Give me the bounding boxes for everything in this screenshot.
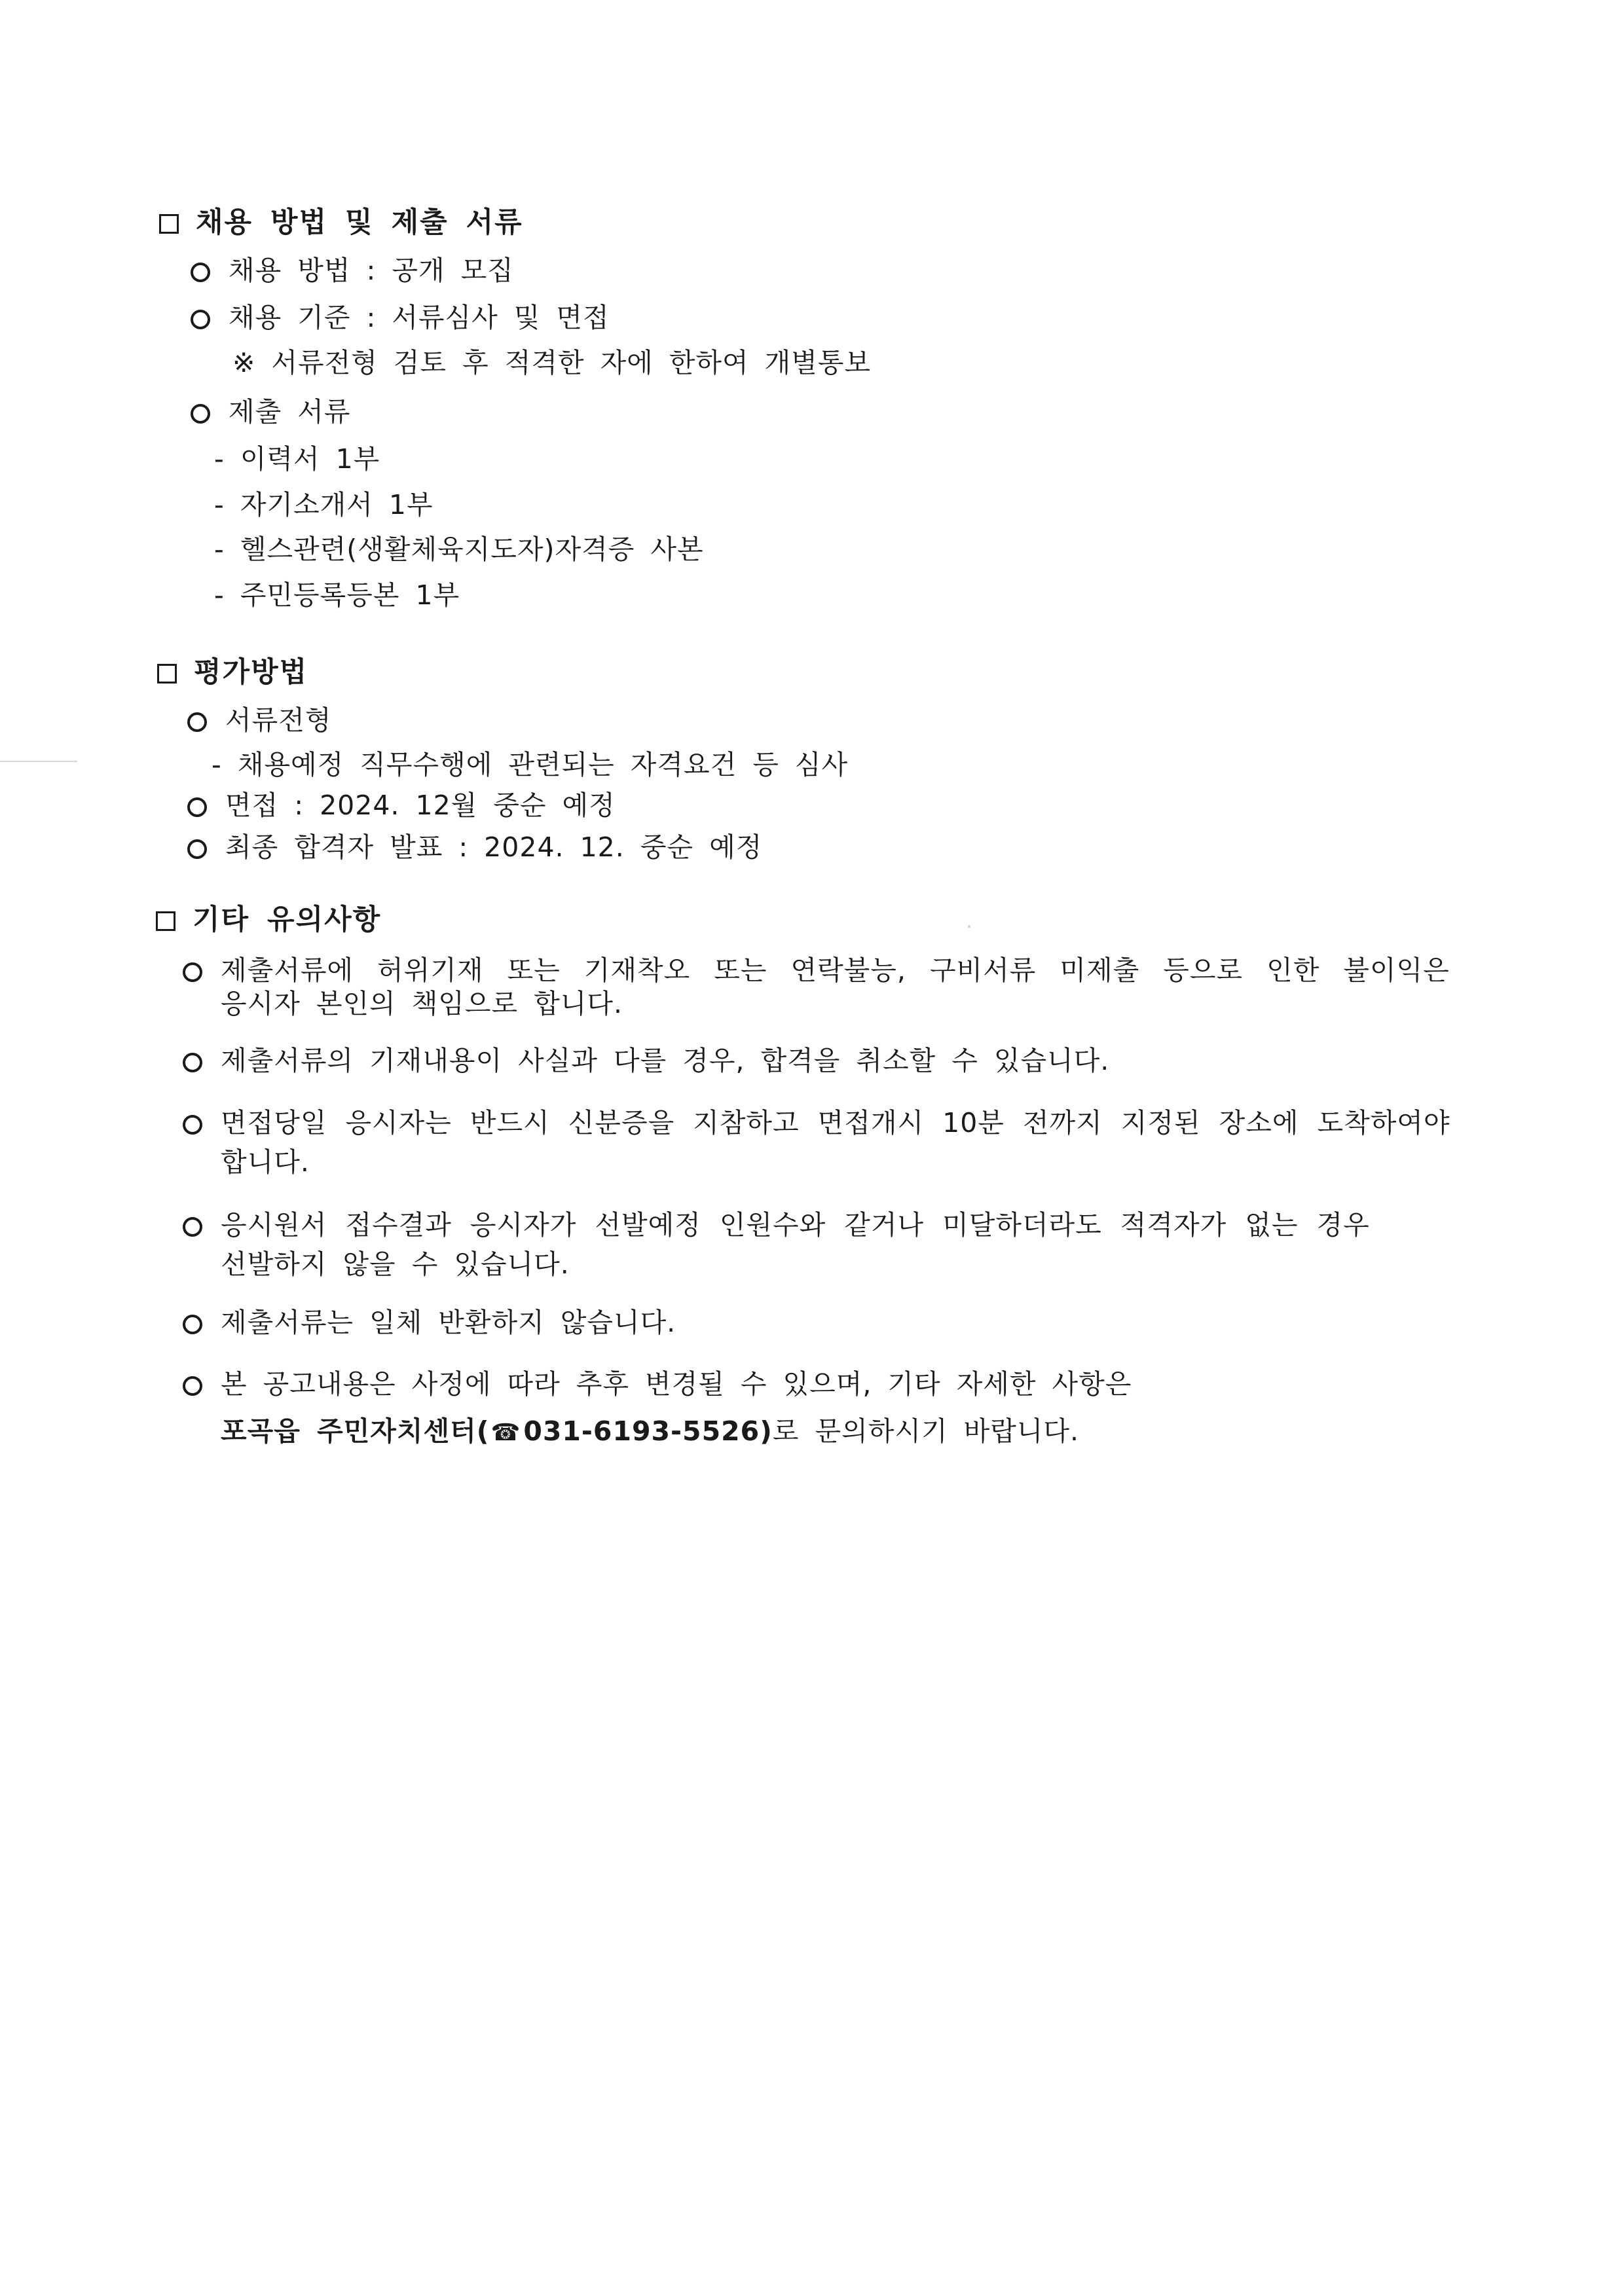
eval-document-screening-text: 서류전형 bbox=[225, 704, 332, 736]
bullet-circle-icon bbox=[187, 839, 207, 859]
recruit-method-item bbox=[191, 257, 514, 284]
screening-note: ※ 서류전형 검토 후 적격한 자에 한하여 개별통보 bbox=[232, 347, 872, 378]
note-changes bbox=[183, 1368, 1132, 1400]
scan-artifact bbox=[968, 925, 970, 928]
eval-document-screening bbox=[187, 704, 332, 736]
bullet-circle-icon bbox=[183, 1053, 202, 1072]
bullet-circle-icon bbox=[183, 1315, 202, 1334]
note-interview-id-text: 면접당일 응시자는 반드시 신분증을 지참하고 면접개시 10분 전까지 지정된 장소에 도착하여야 bbox=[221, 1107, 1450, 1139]
section-title-notes bbox=[156, 903, 382, 936]
doc-license: - 헬스관련(생활체육지도자)자격증 사본 bbox=[214, 534, 704, 565]
bullet-circle-icon bbox=[191, 263, 210, 282]
contact-office: 포곡읍 주민자치센터( bbox=[221, 1415, 490, 1447]
bullet-circle-icon bbox=[183, 1217, 202, 1237]
bullet-circle-icon bbox=[183, 1376, 202, 1396]
contact-line bbox=[221, 1415, 1080, 1447]
doc-resident-registration: - 주민등록등본 1부 bbox=[214, 579, 460, 611]
note-interview-id-cont: 합니다. bbox=[221, 1146, 310, 1178]
eval-document-screening-detail: - 채용예정 직무수행에 관련되는 자격요건 등 심사 bbox=[212, 749, 849, 780]
contact-tail: 로 문의하시기 바랍니다. bbox=[772, 1415, 1080, 1447]
note-mismatch bbox=[183, 1045, 1110, 1076]
bullet-circle-icon bbox=[183, 962, 202, 982]
note-no-qualified-text: 응시원서 접수결과 응시자가 선발예정 인원수와 같거나 미달하더라도 적격자가 없는 경우 bbox=[221, 1209, 1370, 1241]
note-false-docs-cont: 응시자 본인의 책임으로 합니다. bbox=[221, 988, 623, 1019]
note-false-docs bbox=[183, 957, 1450, 984]
section-title-text: 채용 방법 및 제출 서류 bbox=[196, 206, 523, 239]
eval-interview-text: 면접 : 2024. 12월 중순 예정 bbox=[225, 790, 616, 821]
bullet-circle-icon bbox=[191, 310, 210, 329]
section-title-evaluation bbox=[157, 656, 308, 689]
submission-docs-item bbox=[191, 396, 351, 428]
note-mismatch-text: 제출서류의 기재내용이 사실과 다를 경우, 합격을 취소할 수 있습니다. bbox=[221, 1045, 1110, 1076]
recruit-criteria-item bbox=[191, 304, 610, 331]
note-no-return bbox=[183, 1309, 676, 1336]
checkbox-square-icon bbox=[159, 214, 179, 234]
section-title-text: 평가방법 bbox=[194, 656, 308, 689]
note-no-qualified bbox=[183, 1209, 1370, 1241]
submission-docs-text: 제출 서류 bbox=[229, 396, 351, 428]
bullet-circle-icon bbox=[187, 712, 207, 732]
eval-interview bbox=[187, 792, 616, 819]
bullet-circle-icon bbox=[183, 1115, 202, 1135]
section-title-recruitment bbox=[159, 206, 523, 239]
recruit-method-text: 채용 방법 : 공개 모집 bbox=[229, 255, 514, 286]
note-interview-id bbox=[183, 1107, 1450, 1139]
note-no-qualified-cont: 선발하지 않을 수 있습니다. bbox=[221, 1248, 570, 1280]
checkbox-square-icon bbox=[156, 911, 175, 931]
checkbox-square-icon bbox=[157, 664, 177, 683]
note-changes-text: 본 공고내용은 사정에 따라 추후 변경될 수 있으며, 기타 자세한 사항은 bbox=[221, 1368, 1132, 1400]
note-no-return-text: 제출서류는 일체 반환하지 않습니다. bbox=[221, 1307, 676, 1338]
doc-resume: - 이력서 1부 bbox=[214, 443, 380, 475]
eval-final-announcement-text: 최종 합격자 발표 : 2024. 12. 중순 예정 bbox=[225, 831, 763, 863]
contact-phone: 031-6193-5526) bbox=[523, 1415, 773, 1447]
phone-icon: ☎ bbox=[490, 1419, 521, 1446]
eval-final-announcement bbox=[187, 831, 763, 863]
scan-artifact bbox=[0, 761, 77, 762]
recruit-criteria-text: 채용 기준 : 서류심사 및 면접 bbox=[229, 302, 610, 333]
bullet-circle-icon bbox=[187, 797, 207, 817]
bullet-circle-icon bbox=[191, 404, 210, 424]
doc-self-intro: - 자기소개서 1부 bbox=[214, 489, 434, 520]
note-false-docs-text: 제출서류에 허위기재 또는 기재착오 또는 연락불능, 구비서류 미제출 등으로 인한 불이익은 bbox=[221, 955, 1450, 986]
section-title-text: 기타 유의사항 bbox=[193, 903, 382, 936]
